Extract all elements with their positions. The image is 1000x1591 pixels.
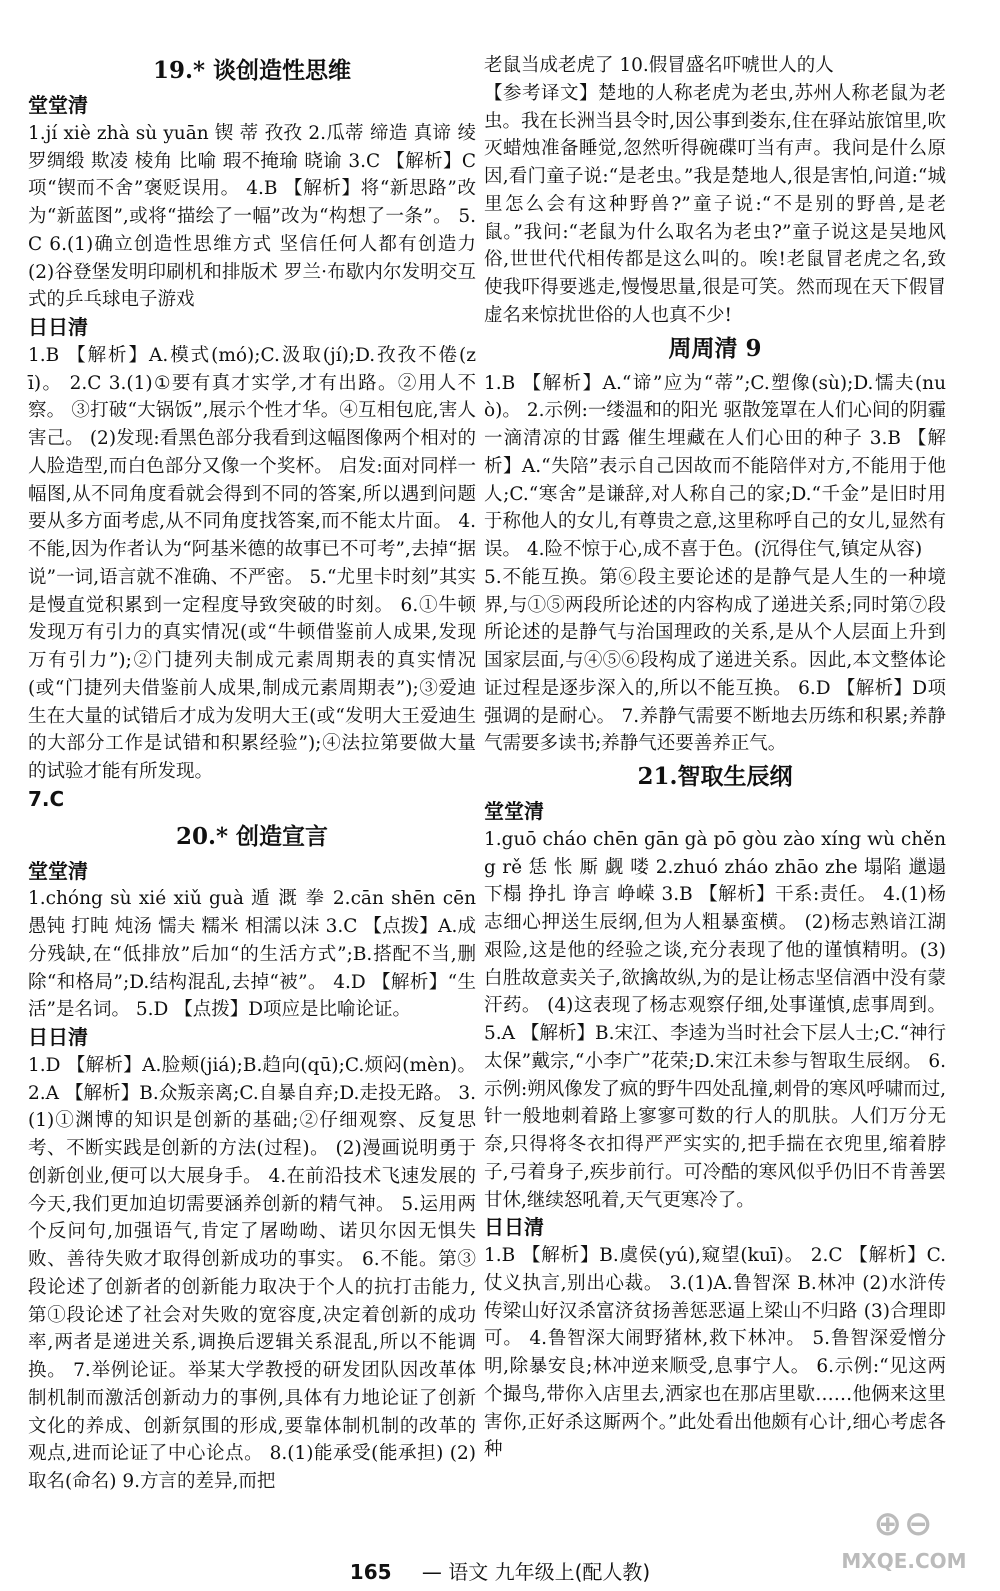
section-20-answers-2: 1.D 【解析】A.脸颊(jiá);B.趋向(qū);C.烦闷(mèn)。 2.A 【解析】B.众叛亲离;C.自暴自弃;D.走投无路。 3.(1)①渊博的知识是创新的基础;②仔细观察、反复思考、不断实践是创新的方法(过程)。 (2)漫画说明勇于创新创业,便可以大展身手。 4.在前沿技术飞速发展的今天,我们更加迫切需要涵养创新的精气神。 5.运用两个反问句,加强语气,肯定了屠呦呦、诺贝尔因无惧失败、善待失败才取得创新成功的事实。 6.不能。第③段论述了创新者的创新能力取决于个人的抗打击能力,第①段论述了社会对失败的宽容度,决定着创新的成功率,两者是递进关系,调换后逻辑关系混乱,所以不能调换。 7.举例论证。举某大学教授的研发团队因改革体制机制而激活创新动力的事例,具体有力地论证了创新文化的养成、创新氛围的形成,要靠体制机制的改革的观点,进而论证了中心论点。 8.(1)能承受(能承担) (2)取名(命名) 9.方言的差异,而把 <box>28 1054 476 1492</box>
section-20-subhead-ririqing: 日日清 <box>28 1025 88 1049</box>
left-column <box>28 52 476 1496</box>
section-21-answers-1: 1.guō cháo chēn gān gà pō gòu zào xíng wù chěng rě 恁 怅 厮 觑 喽 2.zhuó zháo zhāo zhe 塌陷 邋遢 下榻 挣扎 诤言 峥嵘 3.B 【解析】干系:责任。 4.(1)杨志细心押送生辰纲,但为人粗暴蛮横。 (2)杨志熟谙江湖艰险,这是他的经验之谈,充分表现了他的谨慎精明。(3)白胜故意卖关子,欲擒故纵,为的是让杨志坚信酒中没有蒙汗药。 (4)这表现了杨志观察仔细,处事谨慎,虑事周到。 5.A 【解析】B.宋江、李逵为当时社会下层人士;C.“神行太保”戴宗,“小李广”花荣;D.宋江未参与智取生辰纲。 6.示例:朔风像发了疯的野牛四处乱撞,刺骨的寒风呼啸而过,针一般地刺着路上寥寥可数的行人的肌肤。人们万分无奈,只得将冬衣扣得严严实实的,把手揣在衣兜里,缩着脖子,弓着身子,疾步前行。可冷酷的寒风似乎仍旧不肯善罢甘休,继续怒吼着,天气更寒冷了。 <box>484 828 946 1211</box>
section-19-subhead-ririqing: 日日清 <box>28 315 88 339</box>
right-column <box>484 52 946 1464</box>
section-19-answers-2: 1.B 【解析】A.模式(mó);C.汲取(jí);D.孜孜不倦(zī)。 2.C 3.(1)①要有真才实学,才有出路。②用人不察。 ③打破“大锅饭”,展示个性才华。④互相包庇,害人害己。 (2)发现:看黑色部分我看到这幅图像两个相对的人脸造型,而白色部分又像一个奖杯。 启发:面对同样一幅图,从不同角度看就会得到不同的答案,所以遇到问题要从多方面考虑,从不同角度找答案,而不能太片面。 4.不能,因为作者认为“阿基米德的故事已不可考”,去掉“据说”一词,语言就不准确、不严密。 5.“尤里卡时刻”其实是慢直觉积累到一定程度导致突破的时刻。 6.①牛顿发现万有引力的真实情况(或“牛顿借鉴前人成果,发现万有引力”);②门捷列夫制成元素周期表的真实情况(或“门捷列夫借鉴前人成果,制成元素周期表”);③爱迪生在大量的试错后才成为发明大王(或“发明大王爱迪生的大部分工作是试错和积累经验”);④法拉第要做大量的试验才能有所发现。 <box>28 344 476 782</box>
watermark-text: MXQE.COM <box>841 1549 967 1573</box>
answer-continuation: 老鼠当成老虎了 10.假冒盛名吓唬世人的人 <box>484 55 834 76</box>
section-19-answers-1: 1.jí xiè zhà sù yuān 锲 蒂 孜孜 2.瓜蒂 缔造 真谛 绫罗绸缎 欺凌 棱角 比喻 瑕不掩瑜 晓谕 3.C 【解析】C项“锲而不舍”褒贬误用。 4.B 【解析】将“新思路”改为“新蓝图”,或将“描绘了一幅”改为“构想了一条”。 5.C 6.(1)确立创造性思维方式 坚信任何人都有创造力 (2)谷登堡发明印刷机和排版术 罗兰·布歇内尔发明交互式的乒乓球电子游戏 <box>28 122 476 311</box>
section-20-title: 20.* 创造宣言 <box>175 822 329 850</box>
section-20-answers-1: 1.chóng sù xié xiǔ guà 遁 溉 拳 2.cān shēn cēn 愚钝 打盹 炖汤 懦夫 糯米 相濡以沫 3.C 【点拨】A.成分残缺,在“低排放”后加“的生活方式”;B.搭配不当,删除“和格局”;D.结构混乱,去掉“被”。 4.D 【解析】“生活”是名词。 5.D 【点拨】D项应是比喻论证。 <box>28 888 476 1021</box>
stamp-icon: ⊕⊖ <box>873 1504 935 1544</box>
weekly-review-answers-1: 1.B 【解析】A.“谛”应为“蒂”;C.塑像(sù);D.懦夫(nuò)。 2.示例:一缕温和的阳光 驱散笼罩在人们心间的阴霾 一滴清凉的甘露 催生埋藏在人们心田的种子 3.B 【解析】A.“失陪”表示自己因故而不能陪伴对方,不能用于他人;C.“寒舍”是谦辞,对人称自己的家;D.“千金”是旧时用于称他人的女儿,有尊贵之意,这里称呼自己的女儿,显然有误。 4.险不惊于心,成不喜于色。(沉得住气,镇定从容) <box>484 372 946 560</box>
page-number: 165 <box>349 1560 392 1584</box>
watermark-logo <box>824 1500 984 1586</box>
reference-translation: 【参考译文】楚地的人称老虎为老虫,苏州人称老鼠为老虫。我在长洲当县令时,因公事到娄东,住在驿站旅馆里,吹灭蜡烛准备睡觉,忽然听得碗碟叮当有声。我问是什么原因,看门童子说:“是老虫。”我是楚地人,很是害怕,问道:“城里怎么会有这种野兽?”童子说:“不是别的野兽,是老鼠。”我问:“老鼠为什么取名为老虫?”童子说这是吴地风俗,世世代代相传都是这么叫的。唉!老鼠冒老虎之名,致使我吓得要逃走,慢慢思量,很是可笑。然而现在天下假冒虚名来惊扰世俗的人也真不少! <box>484 82 946 326</box>
section-19-subhead-tangtangqing: 堂堂清 <box>28 93 88 117</box>
section-21-title: 21.智取生辰纲 <box>637 763 793 790</box>
section-21-subhead-tangtangqing: 堂堂清 <box>484 799 544 823</box>
weekly-review-answers-2: 5.不能互换。第⑥段主要论述的是静气是人生的一种境界,与①⑤两段所论述的内容构成了递进关系;同时第⑦段所论述的是静气与治国理政的关系,是从个人层面上升到国家层面,与④⑤⑥段构成了递进关系。因此,本文整体论证过程是逐步深入的,所以不能互换。 6.D 【解析】D项强调的是耐心。 7.养静气需要不断地去历练和积累;养静气需要多读书;养静气还要善养正气。 <box>484 566 946 755</box>
section-19-title: 19.* 谈创造性思维 <box>152 57 352 84</box>
section-21-subhead-ririqing: 日日清 <box>484 1215 544 1240</box>
weekly-review-title: 周周清 9 <box>668 334 762 362</box>
section-20-subhead-tangtangqing: 堂堂清 <box>28 858 88 883</box>
book-subject: — 语文 九年级上(配人教) <box>421 1560 651 1584</box>
section-19-answer-7: 7.C <box>28 786 65 811</box>
section-21-answers-2: 1.B 【解析】B.虞侯(yú),窥望(kuī)。 2.C 【解析】C.仗义执言,别出心裁。 3.(1)A.鲁智深 B.林冲 (2)水浒传 传梁山好汉杀富济贫扬善惩恶逼上梁山不归路 (3)合理即可。 4.鲁智深大闹野猪林,救下林冲。 5.鲁智深爱憎分明,除暴安良;林冲逆来顺受,息事宁人。 6.示例:“见这两个撮鸟,带你入店里去,洒家也在那店里歇……他俩来这里害你,正好杀这厮两个。”此处看出他颇有心计,细心考虑各种 <box>484 1245 946 1461</box>
